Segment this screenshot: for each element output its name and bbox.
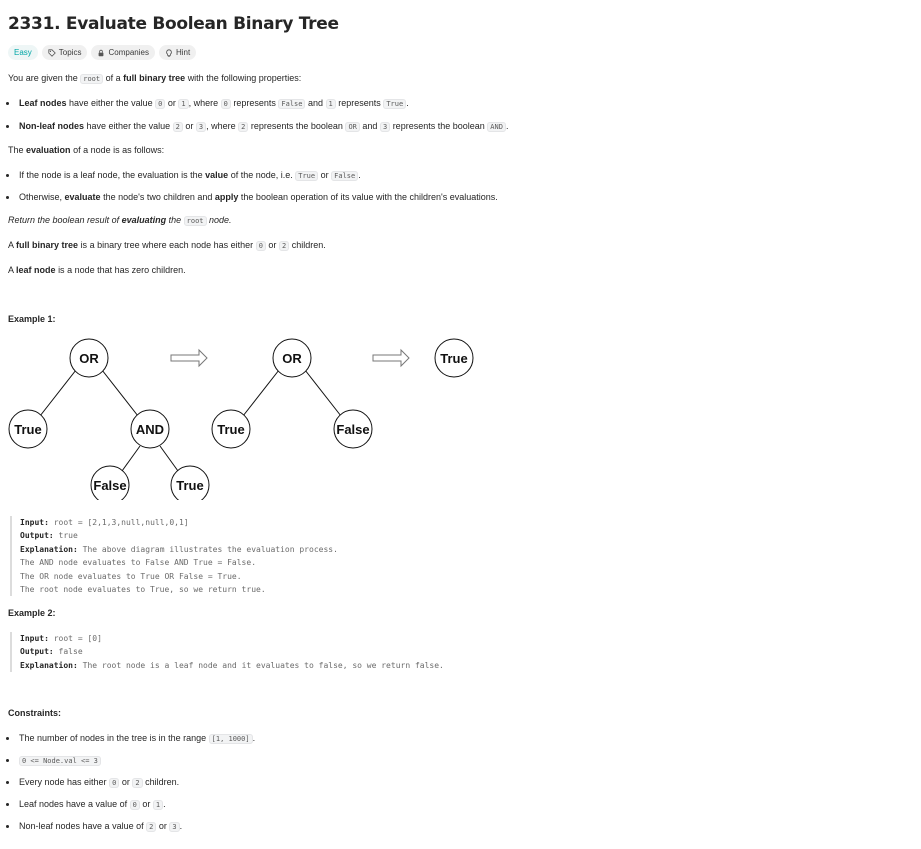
bullet-dot <box>6 174 9 177</box>
svg-text:True: True <box>14 422 42 437</box>
topics-label: Topics <box>58 48 82 57</box>
topics-button[interactable] <box>42 45 88 60</box>
difficulty-badge <box>8 45 38 60</box>
constraint-item: 0 <= Node.val <= 3 <box>19 755 101 765</box>
tree-node-true <box>171 466 209 500</box>
constraint-item: Non-leaf nodes have a value of 2 or 3 . <box>19 821 183 831</box>
hint-label: Hint <box>175 48 191 57</box>
example-1-block: Input: root = [2,1,3,null,null,0,1] Output: true Explanation: The above diagram illustrates the evaluation process. The AND node evaluates to False AND True = False. The OR node evaluates to True OR False = True. The root node evaluates to True, so we return true. <box>10 516 338 596</box>
companies-button[interactable] <box>91 45 154 60</box>
bullet-dot <box>6 759 9 762</box>
constraint-item: The number of nodes in the tree is in the range [1, 1000] . <box>19 733 256 743</box>
full-binary-tree-definition: A full binary tree is a binary tree where each node has either 0 or 2 children. <box>8 240 326 250</box>
hint-button[interactable] <box>159 45 196 60</box>
svg-text:False: False <box>93 478 127 493</box>
lightbulb-icon <box>165 49 173 57</box>
bullet-dot <box>6 102 9 105</box>
non-leaf-nodes-item: Non-leaf nodes have either the value 2 or 3 , where 2 represents the boolean OR and 3 represents the boolean AND . <box>19 121 509 131</box>
leaf-nodes-item: Leaf nodes have either the value 0 or 1 , where 0 represents False and 1 represents True . <box>19 98 409 108</box>
bullet-dot <box>6 196 9 199</box>
bullet-dot <box>6 825 9 828</box>
constraint-item: Leaf nodes have a value of 0 or 1 . <box>19 799 166 809</box>
tree-node-true <box>9 410 47 448</box>
tree-node-false <box>334 410 372 448</box>
svg-text:OR: OR <box>79 351 99 366</box>
lock-icon <box>97 49 105 57</box>
difficulty-label: Easy <box>14 48 32 57</box>
leaf-node-definition: A leaf node is a node that has zero children. <box>8 265 186 275</box>
constraints-heading: Constraints: <box>8 708 62 718</box>
tag-icon <box>48 49 56 57</box>
tree-node-true <box>435 339 473 377</box>
intro-paragraph: You are given the root of a full binary tree with the following properties: <box>8 73 302 83</box>
svg-text:True: True <box>176 478 204 493</box>
tree-node-and <box>131 410 169 448</box>
svg-text:OR: OR <box>282 351 302 366</box>
constraint-item: Every node has either 0 or 2 children. <box>19 777 180 787</box>
example-1-diagram <box>0 330 500 500</box>
example-2-heading: Example 2: <box>8 608 56 618</box>
svg-text:True: True <box>440 351 468 366</box>
svg-text:AND: AND <box>135 422 165 437</box>
return-paragraph: Return the boolean result of evaluating the root node. <box>8 215 232 225</box>
arrow-right-icon <box>171 350 207 366</box>
tree-node-false <box>91 466 129 500</box>
nonleaf-evaluation-item: Otherwise, evaluate the node's two children and apply the boolean operation of its value with the children's evaluations. <box>19 192 498 202</box>
bullet-dot <box>6 803 9 806</box>
bullet-dot <box>6 781 9 784</box>
evaluation-paragraph: The evaluation of a node is as follows: <box>8 145 165 155</box>
example-1-heading: Example 1: <box>8 314 56 324</box>
companies-label: Companies <box>108 48 149 57</box>
example-2-block: Input: root = [0] Output: false Explanation: The root node is a leaf node and it evaluates to false, so we return false. <box>10 632 444 672</box>
bullet-dot <box>6 737 9 740</box>
svg-text:False: False <box>336 422 370 437</box>
tag-row <box>8 45 196 60</box>
leaf-evaluation-item: If the node is a leaf node, the evaluation is the value of the node, i.e. True or False . <box>19 170 361 180</box>
bullet-dot <box>6 125 9 128</box>
tree-node-or <box>273 339 311 377</box>
page-title: 2331. Evaluate Boolean Binary Tree <box>8 14 339 34</box>
svg-text:True: True <box>217 422 245 437</box>
tree-node-or <box>70 339 108 377</box>
arrow-right-icon <box>373 350 409 366</box>
tree-node-true <box>212 410 250 448</box>
